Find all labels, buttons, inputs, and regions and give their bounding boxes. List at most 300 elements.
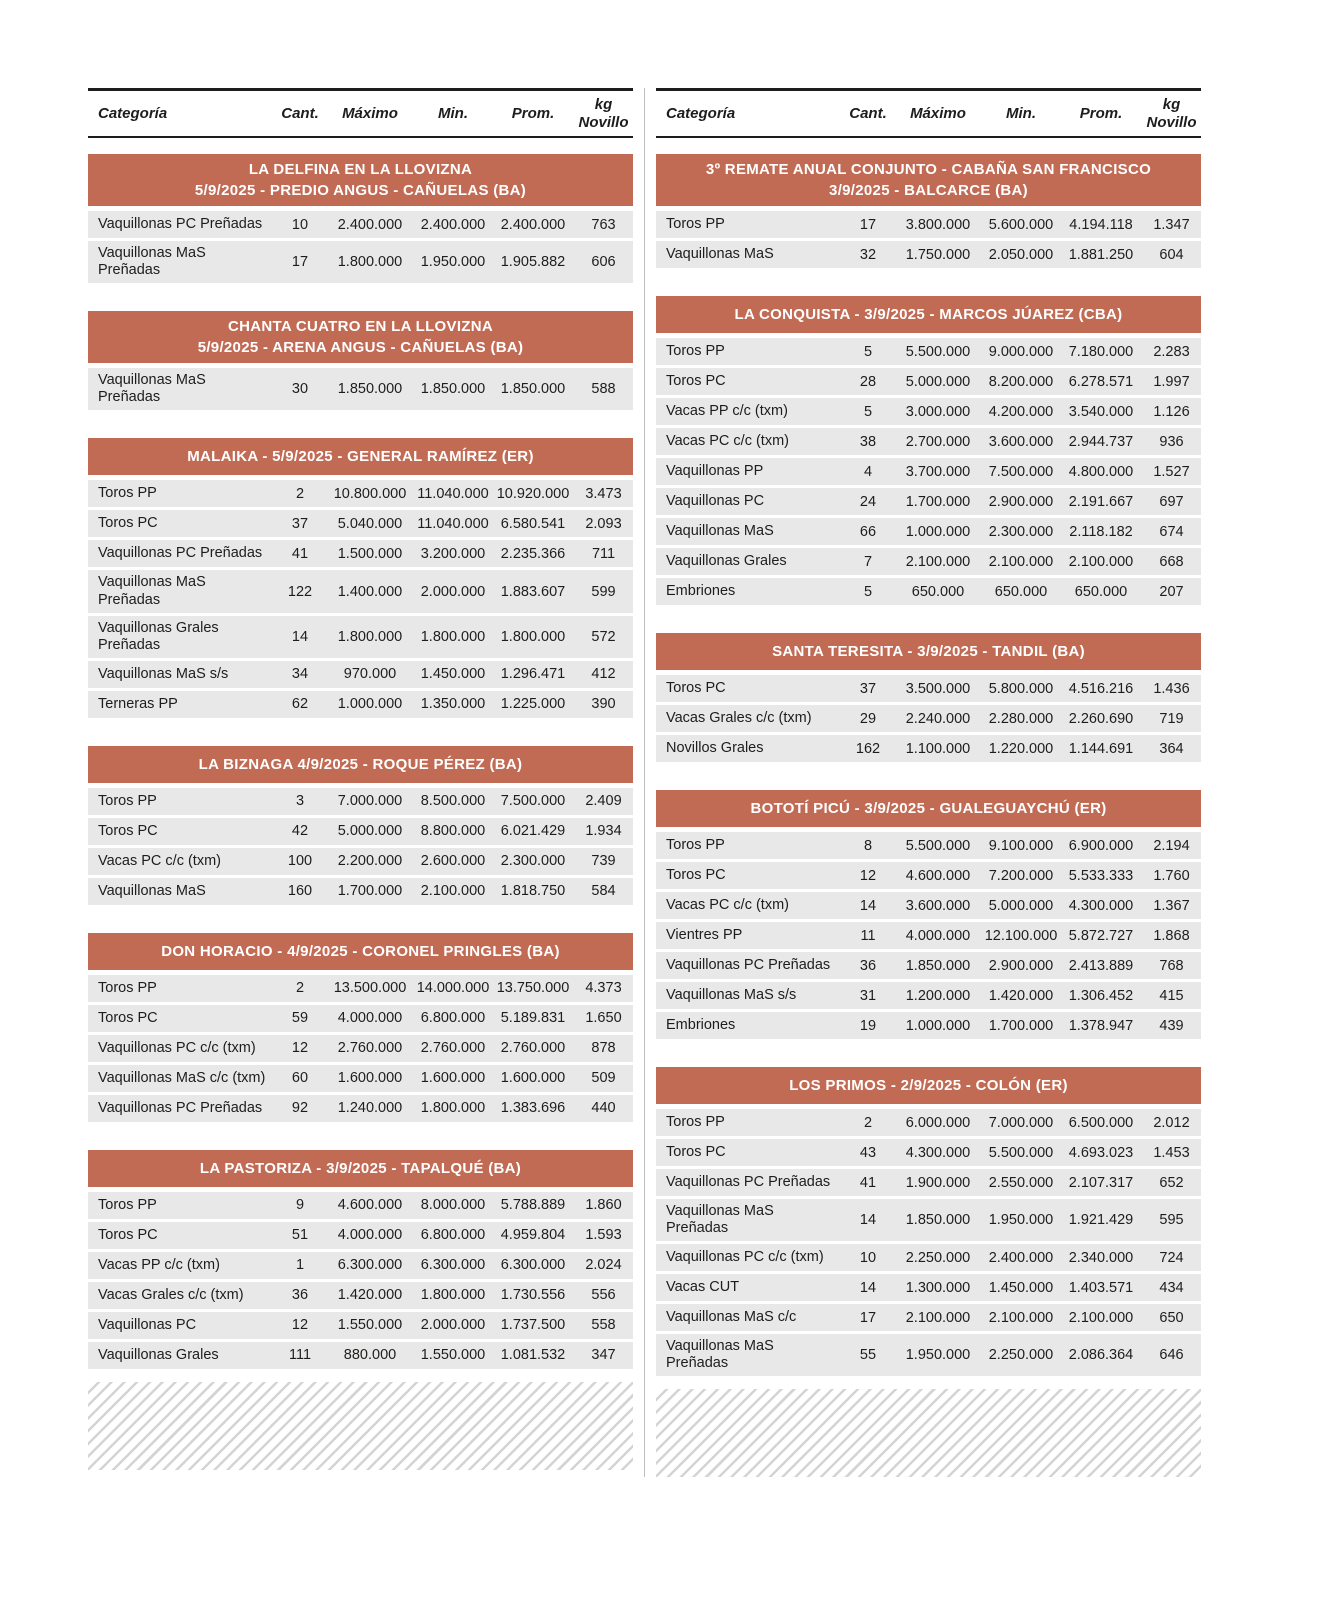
cell-min: 2.000.000 <box>420 583 486 600</box>
header-min: Min. <box>1006 105 1036 122</box>
cell-cant: 7 <box>863 553 873 570</box>
header-min: Min. <box>438 105 468 122</box>
cell-cant: 29 <box>859 710 877 727</box>
cell-maximo: 650.000 <box>911 583 965 600</box>
cell-categoria: Toros PC <box>98 1226 158 1243</box>
column-header <box>656 88 1201 138</box>
auction-title-line: LA CONQUISTA - 3/9/2025 - MARCOS JÚAREZ (CBA) <box>734 306 1123 323</box>
cell-maximo: 1.100.000 <box>905 740 971 757</box>
cell-maximo: 5.000.000 <box>905 373 971 390</box>
cell-prom: 10.920.000 <box>496 485 570 502</box>
header-kg-novillo <box>1142 96 1201 131</box>
cell-kg: 2.283 <box>1153 343 1190 360</box>
cell-min: 1.950.000 <box>420 254 486 271</box>
cell-categoria: Vaquillonas PC c/c (txm) <box>666 1249 824 1266</box>
cell-maximo: 1.200.000 <box>905 987 971 1004</box>
cell-min: 9.100.000 <box>988 837 1054 854</box>
cell-prom: 6.580.541 <box>500 515 566 532</box>
cell-kg: 556 <box>591 1287 616 1304</box>
table-row <box>656 548 1201 575</box>
cell-kg: 878 <box>591 1040 616 1057</box>
cell-categoria: Vaquillonas PC Preñadas <box>98 215 263 232</box>
auction-title-line: LA DELFINA EN LA LLOVIZNA <box>248 161 473 178</box>
table-row <box>88 510 633 537</box>
torn-edge-hatch-right <box>656 1389 1201 1477</box>
cell-categoria: Vaquillonas MaS s/s <box>666 986 797 1003</box>
auction-title <box>656 154 1201 206</box>
cell-maximo: 2.240.000 <box>905 710 971 727</box>
cell-cant: 10 <box>291 216 309 233</box>
cell-kg: 606 <box>591 254 616 271</box>
cell-categoria: Toros PP <box>666 342 725 359</box>
cell-maximo: 4.300.000 <box>905 1144 971 1161</box>
table-row <box>656 675 1201 702</box>
cell-min: 6.800.000 <box>420 1227 486 1244</box>
cell-prom: 4.800.000 <box>1068 463 1134 480</box>
cell-maximo: 4.000.000 <box>337 1010 403 1027</box>
cell-cant: 41 <box>859 1174 877 1191</box>
cell-categoria: Vaquillonas MaS c/c (txm) <box>98 1069 266 1086</box>
cell-min: 2.100.000 <box>988 1309 1054 1326</box>
cell-kg: 674 <box>1159 523 1184 540</box>
cell-kg: 1.453 <box>1153 1144 1190 1161</box>
auction-title-line: 3º REMATE ANUAL CONJUNTO - CABAÑA SAN FRANCISCO <box>705 161 1152 178</box>
auction-title-line: 5/9/2025 - ARENA ANGUS - CAÑUELAS (BA) <box>197 339 524 357</box>
cell-cant: 55 <box>859 1347 877 1364</box>
cell-prom: 1.800.000 <box>500 628 566 645</box>
cell-min: 1.800.000 <box>420 1100 486 1117</box>
cell-min: 2.000.000 <box>420 1317 486 1334</box>
cell-kg: 572 <box>591 628 616 645</box>
cell-maximo: 2.100.000 <box>905 1309 971 1326</box>
cell-categoria: Toros PP <box>98 1196 157 1213</box>
cell-prom: 6.900.000 <box>1068 837 1134 854</box>
cell-min: 1.450.000 <box>420 666 486 683</box>
cell-prom: 2.118.182 <box>1069 523 1133 540</box>
cell-maximo: 1.400.000 <box>337 583 403 600</box>
table-row <box>88 975 633 1002</box>
cell-kg: 650 <box>1159 1309 1184 1326</box>
table-row <box>656 578 1201 605</box>
cell-maximo: 1.300.000 <box>905 1279 971 1296</box>
cell-cant: 19 <box>859 1017 877 1034</box>
cell-categoria: Vaquillonas MaS <box>98 882 206 899</box>
cell-min: 1.350.000 <box>420 696 486 713</box>
cell-kg: 2.012 <box>1153 1114 1190 1131</box>
cell-categoria: Vaquillonas Grales <box>98 1346 219 1363</box>
cell-min: 8.500.000 <box>420 793 486 810</box>
auction-title-line: CHANTA CUATRO EN LA LLOVIZNA <box>227 318 494 336</box>
header-categoria: Categoría <box>666 105 736 122</box>
cell-cant: 37 <box>291 515 309 532</box>
cell-categoria: Vaquillonas PC Preñadas <box>666 956 831 973</box>
section-rows <box>656 832 1201 1039</box>
cell-cant: 14 <box>859 897 877 914</box>
cell-cant: 3 <box>295 793 305 810</box>
cell-maximo: 1.600.000 <box>337 1070 403 1087</box>
table-row <box>88 1252 633 1279</box>
cell-kg: 390 <box>591 696 616 713</box>
cell-prom: 5.533.333 <box>1068 867 1134 884</box>
cell-cant: 60 <box>291 1070 309 1087</box>
cell-categoria: Vaquillonas MaS <box>666 245 774 262</box>
cell-min: 9.000.000 <box>988 343 1054 360</box>
cell-categoria: Vaquillonas PP <box>666 462 764 479</box>
table-row <box>88 1095 633 1122</box>
auction-section <box>656 790 1201 1039</box>
cell-min: 2.100.000 <box>988 553 1054 570</box>
cell-categoria: Vacas Grales c/c (txm) <box>98 1286 244 1303</box>
cell-kg: 412 <box>591 666 616 683</box>
auction-title <box>656 1067 1201 1104</box>
table-row <box>656 1199 1201 1241</box>
cell-kg: 3.473 <box>585 485 622 502</box>
auction-title-line: LOS PRIMOS - 2/9/2025 - COLÓN (ER) <box>789 1077 1068 1094</box>
table-row <box>88 1035 633 1062</box>
cell-categoria: Vaquillonas MaS s/s <box>98 665 229 682</box>
cell-min: 8.800.000 <box>420 823 486 840</box>
table-row <box>88 211 633 238</box>
cell-kg: 440 <box>591 1100 616 1117</box>
section-rows <box>88 975 633 1122</box>
cell-maximo: 13.500.000 <box>333 980 407 997</box>
cell-cant: 122 <box>287 583 313 600</box>
cell-prom: 2.235.366 <box>500 545 566 562</box>
cell-kg: 2.024 <box>585 1257 622 1274</box>
auction-title-line: 3/9/2025 - BALCARCE (BA) <box>829 182 1028 199</box>
table-row <box>88 1005 633 1032</box>
cell-maximo: 2.400.000 <box>337 216 403 233</box>
cell-min: 1.800.000 <box>420 1287 486 1304</box>
cell-categoria: Toros PP <box>98 485 157 502</box>
cell-cant: 2 <box>295 485 305 502</box>
cell-prom: 4.693.023 <box>1068 1144 1134 1161</box>
cell-prom: 6.021.429 <box>500 823 566 840</box>
cell-maximo: 1.950.000 <box>905 1347 971 1364</box>
cell-categoria: Toros PC <box>666 866 726 883</box>
auction-section <box>88 933 633 1122</box>
cell-cant: 4 <box>863 463 873 480</box>
cell-cant: 1 <box>295 1257 305 1274</box>
cell-prom: 7.180.000 <box>1068 343 1134 360</box>
cell-min: 2.550.000 <box>988 1174 1054 1191</box>
cell-categoria: Vaquillonas Grales Preñadas <box>98 619 219 653</box>
cell-prom: 5.788.889 <box>500 1197 566 1214</box>
cell-maximo: 2.200.000 <box>337 853 403 870</box>
cell-cant: 51 <box>291 1227 309 1244</box>
cell-prom: 2.760.000 <box>500 1040 566 1057</box>
cell-maximo: 2.700.000 <box>905 433 971 450</box>
table-row <box>88 570 633 612</box>
cell-kg: 415 <box>1159 987 1184 1004</box>
cell-cant: 12 <box>859 867 877 884</box>
cell-prom: 2.400.000 <box>500 216 566 233</box>
cell-categoria: Toros PP <box>98 979 157 996</box>
table-row <box>656 1109 1201 1136</box>
cell-kg: 588 <box>591 381 616 398</box>
cell-min: 7.200.000 <box>988 867 1054 884</box>
cell-cant: 8 <box>863 837 873 854</box>
table-row <box>88 368 633 410</box>
cell-categoria: Toros PC <box>666 372 726 389</box>
table-row <box>88 540 633 567</box>
cell-maximo: 1.800.000 <box>337 254 403 271</box>
cell-cant: 17 <box>859 216 877 233</box>
cell-categoria: Vaquillonas PC Preñadas <box>98 1099 263 1116</box>
cell-categoria: Toros PP <box>666 836 725 853</box>
auction-section <box>656 1067 1201 1376</box>
cell-prom: 2.944.737 <box>1068 433 1134 450</box>
cell-maximo: 4.000.000 <box>905 927 971 944</box>
cell-kg: 1.860 <box>585 1197 622 1214</box>
cell-kg: 936 <box>1159 433 1184 450</box>
sections-right <box>656 138 1201 1376</box>
header-kg-line2: Novillo <box>578 113 629 131</box>
table-row <box>656 982 1201 1009</box>
cell-prom: 2.107.317 <box>1068 1174 1134 1191</box>
cell-categoria: Vaquillonas PC <box>666 492 765 509</box>
cell-kg: 1.527 <box>1153 463 1190 480</box>
cell-kg: 604 <box>1159 246 1184 263</box>
cell-categoria: Vaquillonas MaS Preñadas <box>666 1203 774 1237</box>
cell-cant: 36 <box>291 1287 309 1304</box>
cell-prom: 4.516.216 <box>1068 680 1134 697</box>
cell-min: 3.200.000 <box>420 545 486 562</box>
cell-min: 5.600.000 <box>988 216 1054 233</box>
cell-cant: 10 <box>859 1249 877 1266</box>
cell-maximo: 3.600.000 <box>905 897 971 914</box>
cell-maximo: 5.000.000 <box>337 823 403 840</box>
cell-cant: 2 <box>295 980 305 997</box>
cell-cant: 17 <box>859 1309 877 1326</box>
cell-cant: 12 <box>291 1040 309 1057</box>
cell-maximo: 5.500.000 <box>905 837 971 854</box>
table-row <box>656 518 1201 545</box>
cell-categoria: Terneras PP <box>98 695 178 712</box>
cell-kg: 1.997 <box>1153 373 1190 390</box>
cell-kg: 724 <box>1159 1249 1184 1266</box>
cell-min: 2.280.000 <box>988 710 1054 727</box>
auction-title <box>88 1150 633 1187</box>
cell-min: 1.600.000 <box>420 1070 486 1087</box>
header-cant: Cant. <box>281 105 319 122</box>
cell-categoria: Vacas PP c/c (txm) <box>98 1256 220 1273</box>
cell-prom: 2.100.000 <box>1068 1309 1134 1326</box>
auction-title-line: MALAIKA - 5/9/2025 - GENERAL RAMÍREZ (ER) <box>187 448 534 466</box>
cell-min: 5.800.000 <box>988 680 1054 697</box>
table-row <box>88 616 633 658</box>
auction-title-line: LA BIZNAGA 4/9/2025 - ROQUE PÉREZ (BA) <box>198 755 523 773</box>
cell-kg: 739 <box>591 853 616 870</box>
cell-min: 5.000.000 <box>988 897 1054 914</box>
cell-min: 11.040.000 <box>417 485 489 502</box>
auction-title <box>656 633 1201 670</box>
cell-cant: 5 <box>863 403 873 420</box>
auction-section <box>88 438 633 717</box>
table-row <box>656 458 1201 485</box>
cell-maximo: 1.700.000 <box>905 493 971 510</box>
cell-kg: 1.650 <box>585 1010 622 1027</box>
section-rows <box>88 788 633 905</box>
cell-maximo: 880.000 <box>343 1347 397 1364</box>
table-row <box>656 832 1201 859</box>
table-row <box>88 1192 633 1219</box>
cell-categoria: Vaquillonas PC <box>98 1316 197 1333</box>
section-rows <box>88 211 633 283</box>
cell-cant: 28 <box>859 373 877 390</box>
auction-title-line: DON HORACIO - 4/9/2025 - CORONEL PRINGLES (BA) <box>161 942 560 960</box>
cell-maximo: 1.000.000 <box>905 523 971 540</box>
cell-categoria: Vaquillonas Grales <box>666 552 787 569</box>
cell-prom: 1.081.532 <box>500 1347 566 1364</box>
cell-prom: 1.383.696 <box>500 1100 566 1117</box>
cell-categoria: Toros PP <box>666 1113 725 1130</box>
cell-prom: 1.730.556 <box>500 1287 566 1304</box>
table-row <box>656 368 1201 395</box>
cell-maximo: 1.000.000 <box>337 696 403 713</box>
cell-prom: 1.403.571 <box>1068 1279 1134 1296</box>
cell-categoria: Vaquillonas MaS c/c <box>666 1309 797 1326</box>
cell-kg: 668 <box>1159 553 1184 570</box>
auction-title <box>88 154 633 206</box>
cell-prom: 1.881.250 <box>1068 246 1134 263</box>
auction-title <box>88 746 633 783</box>
cell-prom: 3.540.000 <box>1068 403 1134 420</box>
cell-min: 6.300.000 <box>420 1257 486 1274</box>
cell-kg: 509 <box>591 1070 616 1087</box>
cell-cant: 41 <box>291 545 309 562</box>
auction-title <box>88 311 633 363</box>
table-row <box>656 428 1201 455</box>
cell-cant: 111 <box>288 1347 312 1364</box>
cell-cant: 59 <box>291 1010 309 1027</box>
cell-kg: 1.934 <box>585 823 622 840</box>
cell-maximo: 1.500.000 <box>337 545 403 562</box>
cell-min: 7.000.000 <box>988 1114 1054 1131</box>
cell-maximo: 3.000.000 <box>905 403 971 420</box>
cell-cant: 11 <box>860 927 876 944</box>
table-row <box>88 1342 633 1369</box>
cell-prom: 6.300.000 <box>500 1257 566 1274</box>
cell-kg: 347 <box>591 1347 616 1364</box>
cell-min: 14.000.000 <box>416 980 490 997</box>
cell-cant: 160 <box>287 883 313 900</box>
cell-prom: 1.225.000 <box>500 696 566 713</box>
cell-min: 1.220.000 <box>988 740 1054 757</box>
cell-min: 2.400.000 <box>420 216 486 233</box>
cell-kg: 599 <box>591 583 616 600</box>
table-row <box>656 1334 1201 1376</box>
cell-prom: 1.378.947 <box>1068 1017 1134 1034</box>
cell-min: 2.600.000 <box>420 853 486 870</box>
auction-title-line: BOTOTÍ PICÚ - 3/9/2025 - GUALEGUAYCHÚ (ER) <box>750 800 1107 817</box>
table-row <box>88 818 633 845</box>
cell-min: 8.200.000 <box>988 373 1054 390</box>
cell-maximo: 5.040.000 <box>337 515 403 532</box>
cell-cant: 62 <box>291 696 309 713</box>
table-row <box>656 892 1201 919</box>
header-categoria: Categoría <box>98 105 168 122</box>
cell-cant: 24 <box>859 493 877 510</box>
cell-min: 12.100.000 <box>984 927 1058 944</box>
table-row <box>656 1169 1201 1196</box>
auction-title <box>88 933 633 970</box>
cell-maximo: 2.760.000 <box>337 1040 403 1057</box>
cell-min: 4.200.000 <box>988 403 1054 420</box>
cell-categoria: Vaquillonas MaS Preñadas <box>98 245 206 279</box>
header-kg-line1: kg <box>594 96 613 114</box>
cell-prom: 1.818.750 <box>500 883 566 900</box>
cell-prom: 2.086.364 <box>1068 1347 1134 1364</box>
cell-kg: 4.373 <box>585 980 622 997</box>
header-maximo: Máximo <box>910 105 966 122</box>
cell-min: 1.420.000 <box>988 987 1054 1004</box>
cell-maximo: 3.800.000 <box>905 216 971 233</box>
cell-cant: 66 <box>859 523 877 540</box>
cell-kg: 1.593 <box>585 1227 622 1244</box>
cell-maximo: 10.800.000 <box>333 485 407 502</box>
cell-cant: 100 <box>287 853 313 870</box>
cell-kg: 697 <box>1159 493 1184 510</box>
cell-cant: 14 <box>291 628 309 645</box>
cell-cant: 36 <box>859 957 877 974</box>
table-column-right <box>656 88 1201 1477</box>
cell-maximo: 1.850.000 <box>905 957 971 974</box>
cell-maximo: 6.000.000 <box>905 1114 971 1131</box>
cell-kg: 2.093 <box>585 515 622 532</box>
cell-prom: 4.959.804 <box>500 1227 566 1244</box>
cell-cant: 42 <box>291 823 309 840</box>
table-row <box>656 862 1201 889</box>
cell-cant: 14 <box>859 1212 877 1229</box>
cell-categoria: Vacas PC c/c (txm) <box>666 432 789 449</box>
cell-maximo: 4.600.000 <box>905 867 971 884</box>
table-row <box>88 848 633 875</box>
cell-prom: 5.872.727 <box>1068 927 1134 944</box>
cell-kg: 595 <box>1159 1212 1184 1229</box>
cell-prom: 2.413.889 <box>1068 957 1134 974</box>
cell-categoria: Vacas Grales c/c (txm) <box>666 709 812 726</box>
cell-prom: 6.278.571 <box>1068 373 1134 390</box>
cell-categoria: Toros PC <box>98 1009 158 1026</box>
table-row <box>656 1139 1201 1166</box>
cell-prom: 1.600.000 <box>500 1070 566 1087</box>
cell-prom: 4.194.118 <box>1069 216 1133 233</box>
cell-categoria: Toros PC <box>666 679 726 696</box>
cell-min: 1.700.000 <box>988 1017 1054 1034</box>
cell-categoria: Toros PP <box>666 215 725 232</box>
table-row <box>88 788 633 815</box>
cell-min: 11.040.000 <box>417 515 489 532</box>
cell-maximo: 1.700.000 <box>337 883 403 900</box>
header-kg-novillo <box>574 96 633 131</box>
table-row <box>656 922 1201 949</box>
table-row <box>656 241 1201 268</box>
table-row <box>88 1222 633 1249</box>
cell-kg: 768 <box>1159 957 1184 974</box>
cell-cant: 38 <box>859 433 877 450</box>
cell-cant: 30 <box>291 381 309 398</box>
cell-cant: 92 <box>291 1100 309 1117</box>
cell-categoria: Vientres PP <box>666 926 743 943</box>
cell-cant: 5 <box>863 583 873 600</box>
cell-categoria: Novillos Grales <box>666 739 764 756</box>
cell-kg: 646 <box>1159 1347 1184 1364</box>
cell-min: 6.800.000 <box>420 1010 486 1027</box>
cell-prom: 1.737.500 <box>500 1317 566 1334</box>
cell-kg: 1.868 <box>1153 927 1190 944</box>
cell-prom: 1.144.691 <box>1068 740 1134 757</box>
